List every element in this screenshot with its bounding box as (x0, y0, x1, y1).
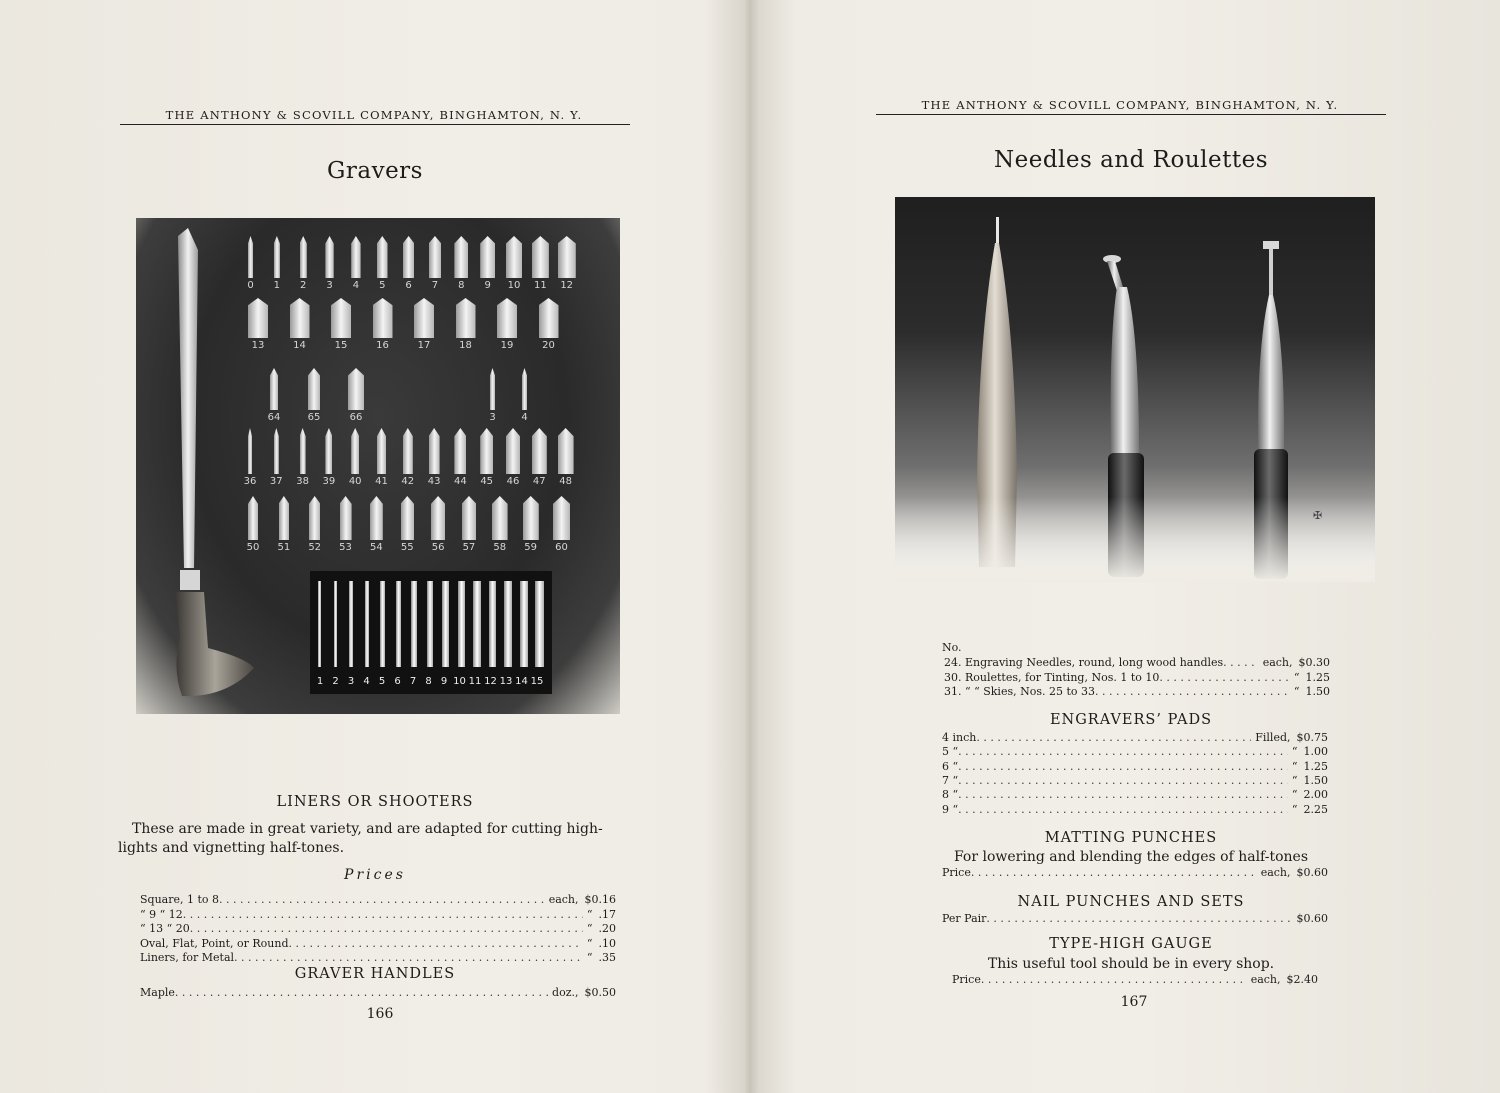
row-unit: “ (1293, 670, 1300, 684)
graver-tip (490, 368, 495, 410)
liners-description: These are made in great variety, and are adapted for cutting high-lights and vignetting half-tones. (118, 821, 603, 856)
row-label: 31. “ “ Skies, Nos. 25 to 33 (944, 685, 1096, 698)
section-pads-heading: ENGRAVERS’ PADS (1049, 712, 1213, 728)
row-unit: “ (586, 907, 593, 921)
liner-bar-number: 13 (499, 676, 513, 687)
running-head: THE ANTHONY & SCOVILL COMPANY, BINGHAMTON, N. Y. (165, 108, 583, 122)
graver-tip-number: 44 (454, 476, 467, 487)
row-price: 1.00 (1303, 745, 1328, 759)
pad-price-row (942, 774, 1328, 788)
section-handles-heading: GRAVER HANDLES (294, 966, 456, 982)
graver-tip (401, 496, 415, 540)
row-unit: “ (586, 951, 593, 964)
graver-tip (558, 428, 574, 474)
row-price: .10 (598, 936, 616, 950)
row-price: 2.00 (1303, 788, 1328, 802)
row-label: Liners, for Metal (140, 951, 235, 964)
price-row (140, 908, 616, 922)
row-label: Oval, Flat, Point, or Round (140, 936, 289, 950)
gravers-photo (136, 218, 620, 714)
row-unit: each, (548, 893, 579, 906)
graver-tip-number: 20 (542, 340, 555, 351)
graver-tip-number: 15 (334, 340, 348, 351)
row-price: .20 (598, 922, 616, 935)
row-unit: each, (1262, 656, 1293, 669)
liner-bar-number: 9 (440, 676, 448, 687)
page-title: Gravers (327, 158, 423, 184)
row-label: Maple (140, 986, 175, 999)
needle-price-row (944, 656, 1330, 670)
row-label: 30. Roulettes, for Tinting, Nos. 1 to 10 (944, 670, 1160, 684)
graver-tip (506, 428, 520, 474)
liner-bar (504, 581, 512, 667)
graver-tip (248, 428, 252, 474)
liner-bar (365, 581, 369, 667)
graver-tip-number: 42 (401, 476, 415, 487)
section-nail-heading: NAIL PUNCHES AND SETS (1017, 894, 1245, 910)
engraver-monogram: ✠ (1313, 509, 1323, 522)
graver-tip (351, 236, 360, 278)
graver-tip (248, 236, 253, 278)
graver-tip (377, 236, 388, 278)
graver-tip-number: 37 (269, 476, 283, 487)
graver-tip-number: 14 (293, 340, 306, 351)
graver-tip (480, 428, 493, 474)
liner-bar (411, 581, 417, 667)
graver-tip (403, 236, 415, 278)
liner-bar-number: 6 (394, 676, 401, 687)
graver-tip (462, 496, 477, 540)
graver-tip-number: 55 (400, 542, 414, 553)
graver-tip (506, 236, 522, 278)
row-price: 1.50 (1303, 773, 1328, 787)
liner-bar-number: 3 (347, 676, 355, 687)
pad-price-row (942, 803, 1328, 817)
graver-tip-number: 41 (375, 476, 388, 487)
graver-tip (370, 496, 383, 540)
liner-bar (473, 581, 481, 667)
liner-bars-panel (310, 571, 552, 694)
row-unit: “ (1293, 685, 1300, 698)
page-title: Needles and Roulettes (993, 147, 1269, 173)
row-price: $0.75 (1296, 731, 1328, 744)
needles-illustration (895, 197, 1375, 582)
graver-tip (348, 368, 364, 410)
row-unit: Filled, (1255, 731, 1291, 744)
graver-tip-number: 17 (417, 340, 431, 351)
graver-tip (454, 428, 466, 474)
liner-bar-number: 14 (515, 676, 528, 687)
graver-tip (558, 236, 576, 278)
graver-tip (539, 298, 559, 338)
graver-tip (325, 236, 333, 278)
price-row (140, 893, 616, 907)
row-price: 1.25 (1305, 670, 1330, 684)
liner-bar-number: 7 (409, 676, 417, 687)
handle-price-row (140, 986, 616, 1000)
row-unit: “ (1291, 802, 1298, 816)
liner-bar (489, 581, 497, 667)
row-price: $0.30 (1298, 656, 1330, 669)
graver-tip (274, 236, 280, 278)
graver-tip (248, 496, 258, 540)
header-rule (876, 114, 1386, 115)
liner-bar (349, 581, 353, 667)
graver-tip (429, 428, 440, 474)
row-unit: “ (1291, 745, 1298, 759)
graver-tip-number: 4 (352, 280, 360, 291)
liner-bar (458, 581, 465, 667)
header-rule (120, 124, 630, 125)
liner-bar (380, 581, 385, 667)
price-row (140, 922, 616, 936)
needle-price-row (944, 685, 1330, 699)
graver-tip-number: 53 (339, 542, 352, 553)
gauge-price-row: Price . . . each, $2.40 (952, 973, 1318, 987)
graver-tip (300, 236, 307, 278)
row-label: 8 “ (942, 788, 959, 802)
pad-price-row (942, 745, 1328, 759)
section-liners-heading: LINERS OR SHOOTERS (276, 794, 474, 810)
row-label: 5 “ (942, 745, 959, 759)
liner-bar-number: 5 (378, 676, 386, 687)
liner-bar (520, 581, 529, 667)
graver-tip-number: 12 (560, 280, 574, 291)
graver-tip-number: 60 (555, 542, 568, 553)
graver-tip-number: 43 (427, 476, 441, 487)
row-label: 7 “ (942, 773, 959, 787)
liner-bar-number: 2 (332, 676, 339, 687)
graver-tip-number: 1 (273, 280, 281, 291)
liner-bar-number: 11 (468, 676, 482, 687)
row-unit: “ (1291, 788, 1298, 802)
page-number: 166 (366, 1006, 394, 1022)
graver-tip (377, 428, 386, 474)
graver-tip-number: 52 (308, 542, 322, 553)
graver-tip-number: 3 (326, 280, 333, 291)
graver-tip-number: 5 (379, 280, 386, 291)
graver-tip (300, 428, 306, 474)
price-row (140, 951, 616, 965)
section-gauge-heading: TYPE-HIGH GAUGE (1049, 936, 1213, 952)
price-row (140, 937, 616, 951)
graver-tip-number: 46 (506, 476, 520, 487)
graver-tip-number: 0 (247, 280, 254, 291)
row-label: “ 13 “ 20 (140, 922, 190, 935)
graver-tip-number: 16 (376, 340, 389, 351)
row-unit: “ (586, 922, 593, 935)
graver-tip-number: 4 (521, 412, 528, 423)
graver-tip-number: 39 (322, 476, 336, 487)
liner-bar (535, 581, 544, 667)
graver-tip (340, 496, 352, 540)
graver-tip-number: 45 (480, 476, 494, 487)
page-number: 167 (1120, 994, 1148, 1010)
graver-tip-number: 47 (532, 476, 546, 487)
graver-tip (523, 496, 539, 540)
graver-tip-number: 6 (405, 280, 412, 291)
graver-tip-number: 59 (524, 542, 537, 553)
running-head: THE ANTHONY & SCOVILL COMPANY, BINGHAMTON, N. Y. (921, 98, 1339, 112)
graver-tip (431, 496, 445, 540)
graver-tip-number: 51 (277, 542, 291, 553)
row-price: 1.25 (1303, 759, 1328, 773)
row-label: 9 “ (942, 802, 959, 816)
graver-tip-number: 2 (300, 280, 307, 291)
matting-price-row: Price . . . each, $0.60 (942, 866, 1328, 880)
graver-tip-number: 13 (251, 340, 265, 351)
graver-tip (497, 298, 517, 338)
graver-tip (553, 496, 570, 540)
row-label: 4 inch (942, 731, 977, 744)
liner-bar (396, 581, 401, 667)
graver-tip (492, 496, 508, 540)
graver-tip (270, 368, 278, 410)
row-price: .17 (598, 907, 616, 921)
graver-tip-number: 8 (458, 280, 465, 291)
graver-tip-number: 64 (267, 412, 281, 423)
graver-tip-number: 18 (459, 340, 472, 351)
section-matting-heading: MATTING PUNCHES (1044, 830, 1218, 846)
pad-price-row (942, 760, 1328, 774)
graver-tip-number: 54 (370, 542, 383, 553)
row-price: 2.25 (1303, 802, 1328, 816)
graver-tip (309, 496, 320, 540)
liner-bar-number: 8 (425, 676, 432, 687)
row-unit: “ (1291, 773, 1298, 787)
graver-tip (351, 428, 359, 474)
graver-tip-number: 58 (493, 542, 507, 553)
liner-bar-number: 10 (453, 676, 466, 687)
graver-tip (456, 298, 476, 338)
row-label: Square, 1 to 8 (140, 893, 220, 906)
graver-tip (480, 236, 495, 278)
graver-tip-number: 36 (243, 476, 257, 487)
row-unit: “ (586, 936, 593, 950)
graver-tip (373, 298, 393, 338)
liner-bar (334, 581, 337, 667)
graver-tip-number: 10 (507, 280, 521, 291)
graver-tip-number: 57 (462, 542, 476, 553)
liner-bar-number: 12 (484, 676, 497, 687)
graver-tip (331, 298, 351, 338)
graver-tip-number: 66 (349, 412, 363, 423)
graver-tip-number: 38 (296, 476, 309, 487)
graver-tip-number: 56 (431, 542, 445, 553)
row-label: 6 “ (942, 759, 959, 773)
graver-tip (308, 368, 320, 410)
row-unit: doz., (552, 986, 579, 999)
graver-tip-number: 9 (484, 280, 491, 291)
gauge-description: This useful tool should be in every shop. (987, 956, 1275, 972)
liner-bar-number: 1 (316, 676, 324, 687)
liner-bar (442, 581, 449, 667)
left-page (0, 0, 748, 1093)
right-page (752, 0, 1500, 1093)
row-price: $0.50 (584, 986, 616, 999)
pad-price-row (942, 788, 1328, 802)
graver-tip (532, 428, 547, 474)
row-price: 1.50 (1305, 685, 1330, 698)
graver-tip (414, 298, 434, 338)
liner-bar-number: 4 (363, 676, 370, 687)
matting-description: For lowering and blending the edges of half-tones (953, 849, 1309, 865)
graver-tip (279, 496, 290, 540)
pad-price-row (942, 731, 1328, 745)
graver-tip (325, 428, 332, 474)
graver-tip (290, 298, 310, 338)
graver-tip-number: 3 (489, 412, 496, 423)
liner-bar (427, 581, 433, 667)
row-price: $0.16 (584, 893, 616, 906)
prices-heading: Prices (344, 867, 406, 883)
row-label: 24. Engraving Needles, round, long wood handles (944, 656, 1224, 669)
graver-tip (429, 236, 442, 278)
row-unit: “ (1291, 759, 1298, 773)
graver-tip (274, 428, 279, 474)
graver-tip-number: 40 (348, 476, 362, 487)
graver-tip (403, 428, 413, 474)
needle-price-row (944, 671, 1330, 685)
no-column-label: No. (942, 641, 962, 654)
graver-tip-number: 19 (500, 340, 514, 351)
graver-tip (248, 298, 268, 338)
graver-tip-number: 48 (559, 476, 572, 487)
needles-roulettes-photo (895, 197, 1375, 582)
liner-bar-number: 15 (530, 676, 544, 687)
row-label: “ 9 “ 12 (140, 907, 183, 921)
liner-bar (318, 581, 321, 667)
graver-tip (522, 368, 527, 410)
graver-tip-number: 50 (246, 542, 260, 553)
nail-price-row: Per Pair . . . $0.60 (942, 912, 1328, 926)
graver-tip-number: 65 (307, 412, 321, 423)
graver-tip (454, 236, 468, 278)
row-price: .35 (598, 951, 616, 964)
graver-tip-number: 7 (431, 280, 439, 291)
graver-tip (532, 236, 549, 278)
graver-tip-number: 11 (533, 280, 547, 291)
